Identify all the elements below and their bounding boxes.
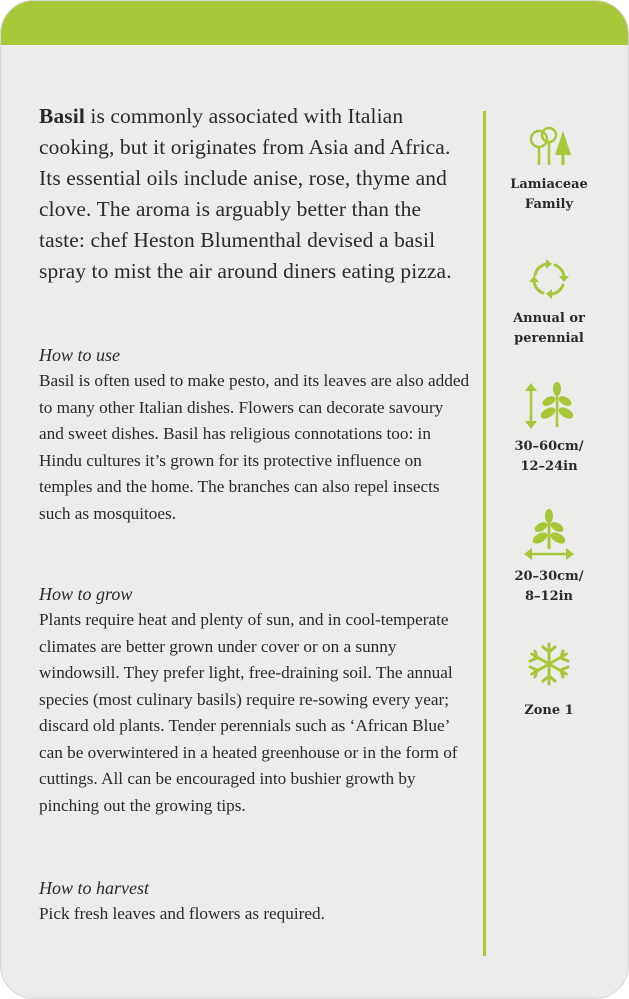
trees-icon [525, 125, 573, 169]
spread-info [489, 509, 609, 607]
height-info [489, 381, 609, 477]
intro-text: is commonly associated with Italian cooking, but it originates from Asia and Africa. Its essential oils include anise, rose, thyme and clove. The aroma is arguably better than the taste: chef Heston Blumenthal devised a basil spray to mist the air around diners eating pizza. [39, 104, 452, 283]
how-to-harvest-title: How to harvest [39, 878, 149, 898]
intro-paragraph [39, 101, 471, 287]
hardiness-label: Zone 1 [524, 703, 574, 718]
family-info [489, 125, 609, 215]
how-to-use-title: How to use [39, 345, 120, 365]
how-to-grow-section [39, 581, 471, 819]
how-to-grow-body: Plants require heat and plenty of sun, and in cool-temperate climates are better grown under cover or on a sunny windowsill. They prefer light, free-draining soil. The annual species (most culinary basils) require re-sowing every year; discard old plants. Tender perennials such as ‘African Blue’ can be overwintered in a heated greenhouse or in the form of cuttings. All can be encouraged into bushier growth by pinching out the growing tips. [39, 610, 458, 815]
vertical-height-plant-icon [521, 381, 577, 431]
cycle-arrows-icon [525, 255, 573, 303]
horizontal-spread-plant-icon [522, 509, 576, 561]
main-text-column [39, 101, 471, 923]
lifecycle-label: Annual or perennial [513, 311, 585, 346]
snowflake-icon [526, 641, 572, 687]
how-to-harvest-section [39, 875, 471, 928]
lifecycle-info [489, 255, 609, 349]
how-to-use-body: Basil is often used to make pesto, and its leaves are also added to many other Italian dishes. Flowers can decorate savoury and sweet dishes. Basil has religious connotations too: in Hindu cultures it’s grown for its protective influence on temples and the home. The branches can also repel insects such as mosquitoes. [39, 371, 470, 523]
plant-name: Basil [39, 104, 85, 128]
how-to-harvest-body: Pick fresh leaves and flowers as required. [39, 904, 325, 923]
spread-label: 20–30cm/ 8–12in [514, 569, 584, 604]
card-header-band [1, 1, 628, 45]
family-label: Lamiaceae Family [510, 177, 588, 212]
hardiness-info [489, 641, 609, 721]
sidebar-divider [483, 111, 486, 956]
how-to-use-section [39, 342, 471, 527]
how-to-grow-title: How to grow [39, 584, 133, 604]
height-label: 30–60cm/ 12–24in [514, 439, 584, 474]
